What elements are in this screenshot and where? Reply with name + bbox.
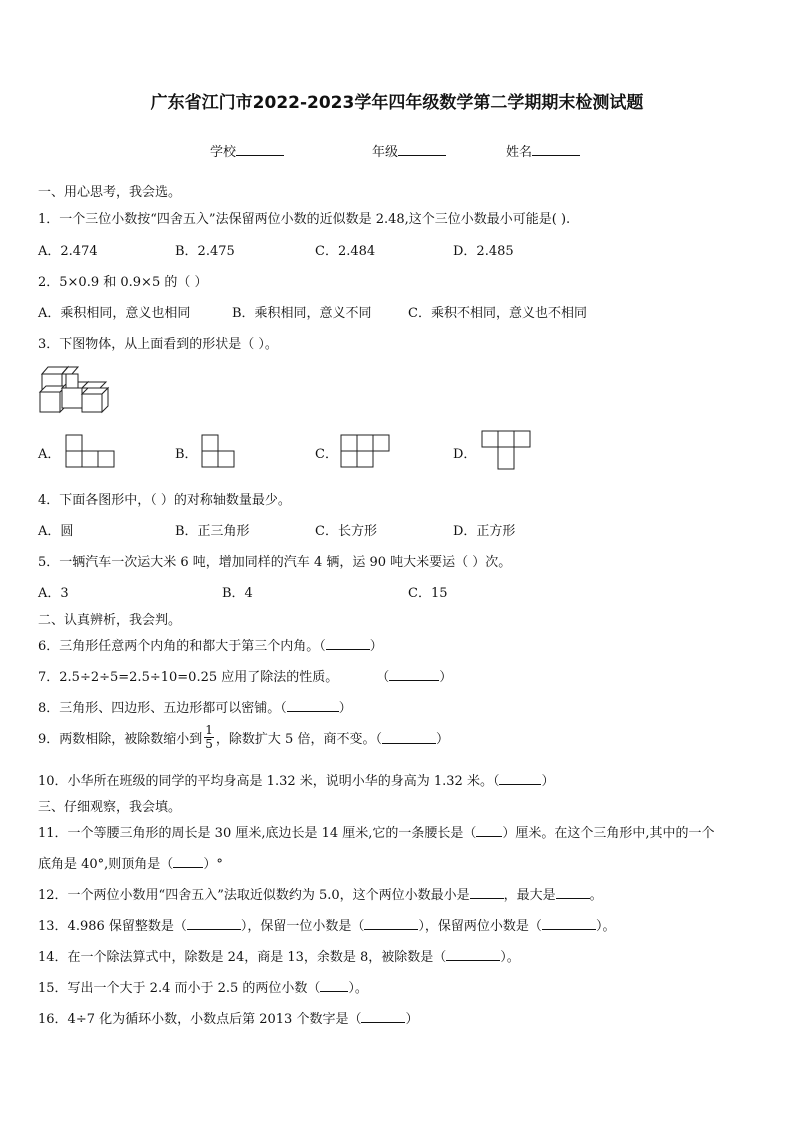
question-3: 3．下图物体，从上面看到的形状是（ ）。: [38, 337, 278, 352]
question-7: 7．2.5÷2÷5=2.5÷10=0.25 应用了除法的性质。 （ ）: [38, 670, 453, 685]
q3-option-c-shape: [340, 434, 390, 468]
question-16: 16．4÷7 化为循环小数，小数点后第 2013 个数字是（ ）: [38, 1012, 419, 1027]
page-title: 广东省江门市2022-2023学年四年级数学第二学期期末检测试题: [150, 93, 644, 113]
q5-option-a: A．3: [38, 586, 69, 601]
q3-option-a: A．: [38, 447, 61, 462]
question-10: 10．小华所在班级的同学的平均身高是 1.32 米，说明小华的身高为 1.32 米。（ ）: [38, 774, 555, 789]
q3-option-c: C．: [315, 447, 338, 462]
question-11-line-2: 底角是 40°,则顶角是（ ）°: [38, 857, 223, 872]
question-2: 2．5×0.9 和 0.9×5 的（ ）: [38, 275, 208, 290]
q1-option-b: B．2.475: [175, 244, 235, 259]
q1-option-d: D．2.485: [453, 244, 514, 259]
q5-option-b: B．4: [222, 586, 253, 601]
q2-option-c: C．乘积不相同，意义也不相同: [408, 306, 587, 321]
question-14: 14．在一个除法算式中，除数是 24，商是 13，余数是 8，被除数是（ ）。: [38, 950, 520, 965]
question-12: 12．一个两位小数用“四舍五入”法取近似数约为 5.0，这个两位小数最小是 ，最大是 。: [38, 888, 603, 903]
question-9: 9．两数相除，被除数缩小到 $\frac{1}{5}$ ，除数扩大 5 倍，商不变。（ ）: [38, 723, 449, 751]
section-heading-3: 三、仔细观察，我会填。: [38, 800, 182, 815]
q4-option-b: B．正三角形: [175, 524, 250, 539]
grade-field: 年级: [372, 141, 446, 160]
q3-option-b-shape: [201, 434, 235, 468]
q4-option-d: D．正方形: [453, 524, 516, 539]
question-4: 4．下面各图形中，（ ）的对称轴数量最少。: [38, 493, 291, 508]
question-15: 15．写出一个大于 2.4 而小于 2.5 的两位小数（ ）。: [38, 981, 368, 996]
q4-option-a: A．圆: [38, 524, 74, 539]
school-field: 学校: [210, 141, 284, 160]
question-13: 13．4.986 保留整数是（ ），保留一位小数是（ ），保留两位小数是（ ）。: [38, 919, 616, 934]
q2-option-a: A．乘积相同，意义也相同: [38, 306, 191, 321]
question-8: 8．三角形、四边形、五边形都可以密铺。（ ）: [38, 701, 352, 716]
question-5: 5．一辆汽车一次运大米 6 吨，增加同样的汽车 4 辆，运 90 吨大米要运（ ）次。: [38, 555, 512, 570]
q3-option-a-shape: [65, 434, 115, 468]
question-6: 6．三角形任意两个内角的和都大于第三个内角。（ ）: [38, 639, 383, 654]
q4-option-c: C．长方形: [315, 524, 377, 539]
q3-option-d-shape: [481, 430, 531, 470]
name-field: 姓名: [506, 141, 580, 160]
cube-stack-figure: [38, 360, 110, 414]
section-heading-2: 二、认真辨析，我会判。: [38, 613, 182, 628]
q2-option-b: B．乘积相同，意义不同: [232, 306, 372, 321]
question-11-line-1: 11．一个等腰三角形的周长是 30 厘米,底边长是 14 厘米,它的一条腰长是（ ）厘米。在这个三角形中,其中的一个: [38, 826, 715, 841]
fraction-one-fifth: $\frac{1}{5}$: [205, 723, 213, 751]
section-heading-1: 一、用心思考，我会选。: [38, 185, 182, 200]
q1-option-a: A．2.474: [38, 244, 98, 259]
q1-option-c: C．2.484: [315, 244, 376, 259]
q3-option-b: B．: [175, 447, 198, 462]
q3-option-d: D．: [453, 447, 477, 462]
question-1: 1．一个三位小数按“四舍五入”法保留两位小数的近似数是 2.48,这个三位小数最小可能是( ).: [38, 212, 571, 227]
q5-option-c: C．15: [408, 586, 448, 601]
